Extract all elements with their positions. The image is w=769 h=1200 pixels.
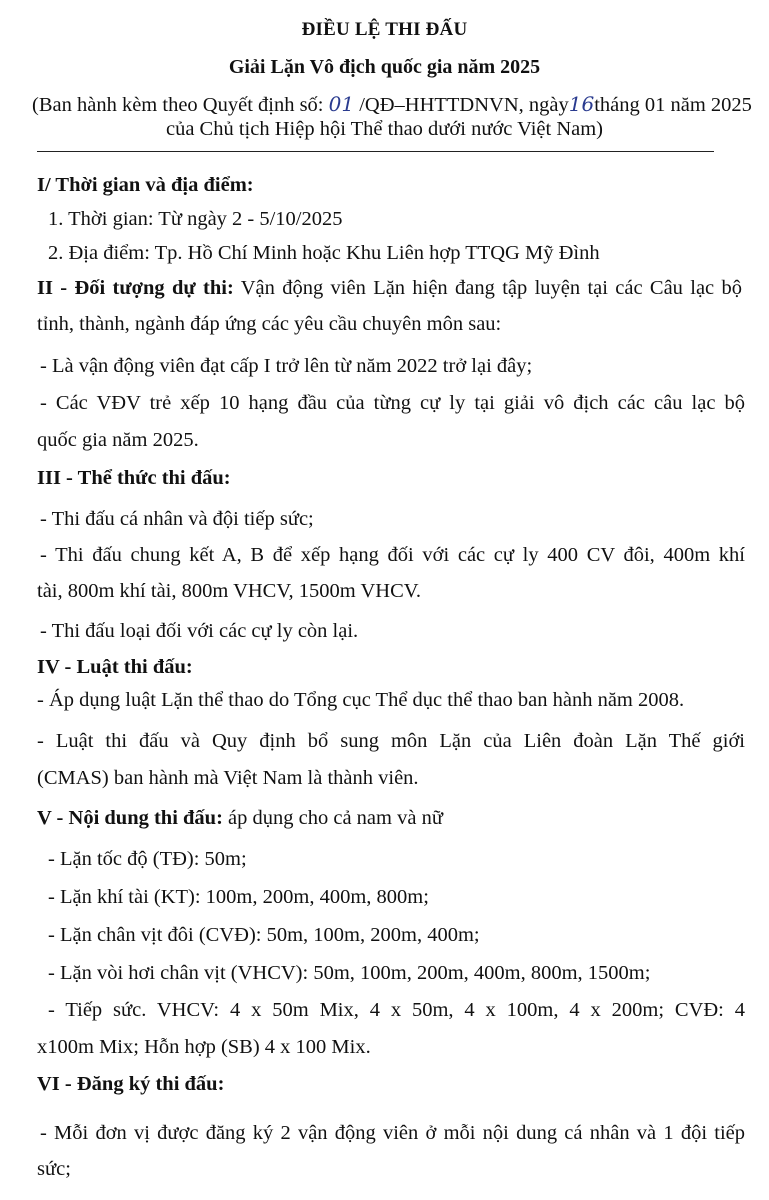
decree-day-handwritten: 16: [568, 92, 595, 116]
section-6-line-2: sức;: [37, 1158, 71, 1180]
section-4-heading: IV - Luật thi đấu:: [37, 656, 193, 678]
section-2-line-1: [37, 277, 742, 300]
section-5-heading: V - Nội dung thi đấu:: [37, 807, 223, 829]
section-5-line-3: - Lặn chân vịt đôi (CVĐ): 50m, 100m, 200m, 400m;: [48, 924, 480, 946]
section-2-line-5: quốc gia năm 2025.: [37, 429, 199, 451]
section-2-line-1-text: Vận động viên Lặn hiện đang tập luyện tại các Câu lạc bộ: [233, 277, 742, 299]
decree-middle: /QĐ–HHTTDNVN, ngày: [359, 94, 569, 116]
decree-line-1: [32, 92, 752, 117]
section-5-line-1: - Lặn tốc độ (TĐ): 50m;: [48, 848, 247, 870]
document-title: ĐIỀU LỆ THI ĐẤU: [301, 19, 468, 40]
decree-number-handwritten: 01: [328, 92, 355, 116]
document-subtitle: Giải Lặn Vô địch quốc gia năm 2025: [228, 56, 541, 78]
header-divider: [37, 151, 714, 152]
section-3-line-1: - Thi đấu cá nhân và đội tiếp sức;: [40, 508, 314, 530]
decree-prefix: (Ban hành kèm theo Quyết định số:: [32, 94, 324, 116]
decree-suffix: tháng 01 năm 2025: [594, 94, 752, 116]
section-5-line-5: - Tiếp sức. VHCV: 4 x 50m Mix, 4 x 50m, 4 x 100m, 4 x 200m; CVĐ: 4: [48, 999, 745, 1021]
decree-line-2: của Chủ tịch Hiệp hội Thể thao dưới nước Việt Nam): [165, 118, 604, 140]
section-5-line-2: - Lặn khí tài (KT): 100m, 200m, 400m, 800m;: [48, 886, 429, 908]
section-2-line-3: - Là vận động viên đạt cấp I trở lên từ năm 2022 trở lại đây;: [40, 355, 533, 377]
section-2-line-2: tỉnh, thành, ngành đáp ứng các yêu cầu chuyên môn sau:: [37, 313, 502, 335]
section-3-line-3: tài, 800m khí tài, 800m VHCV, 1500m VHCV.: [37, 580, 422, 602]
section-6-heading: VI - Đăng ký thi đấu:: [37, 1073, 225, 1095]
section-5-heading-text: áp dụng cho cả nam và nữ: [222, 807, 443, 829]
section-1-item-2: 2. Địa điểm: Tp. Hồ Chí Minh hoặc Khu Liên hợp TTQG Mỹ Đình: [48, 242, 600, 264]
section-4-line-3: (CMAS) ban hành mà Việt Nam là thành viên.: [37, 767, 419, 789]
section-5-line-4: - Lặn vòi hơi chân vịt (VHCV): 50m, 100m, 200m, 400m, 800m, 1500m;: [48, 962, 651, 984]
section-6-line-1: - Mỗi đơn vị được đăng ký 2 vận động viên ở mỗi nội dung cá nhân và 1 đội tiếp: [40, 1122, 745, 1144]
section-4-line-2: - Luật thi đấu và Quy định bổ sung môn Lặn của Liên đoàn Lặn Thế giới: [37, 730, 745, 752]
section-2-heading: II - Đối tượng dự thi:: [37, 277, 234, 299]
section-5-heading-line: [37, 807, 443, 830]
section-2-line-4: - Các VĐV trẻ xếp 10 hạng đầu của từng cự ly tại giải vô địch các câu lạc bộ: [40, 392, 745, 414]
section-3-line-4: - Thi đấu loại đối với các cự ly còn lại.: [40, 620, 359, 642]
section-1-heading: I/ Thời gian và địa điểm:: [37, 174, 254, 196]
section-1-item-1: 1. Thời gian: Từ ngày 2 - 5/10/2025: [48, 208, 343, 230]
section-3-line-2: - Thi đấu chung kết A, B để xếp hạng đối với các cự ly 400 CV đôi, 400m khí: [40, 544, 745, 566]
section-3-heading: III - Thể thức thi đấu:: [37, 467, 231, 489]
section-4-line-1: - Áp dụng luật Lặn thể thao do Tổng cục Thể dục thể thao ban hành năm 2008.: [37, 689, 685, 711]
section-5-line-6: x100m Mix; Hỗn hợp (SB) 4 x 100 Mix.: [37, 1036, 371, 1058]
